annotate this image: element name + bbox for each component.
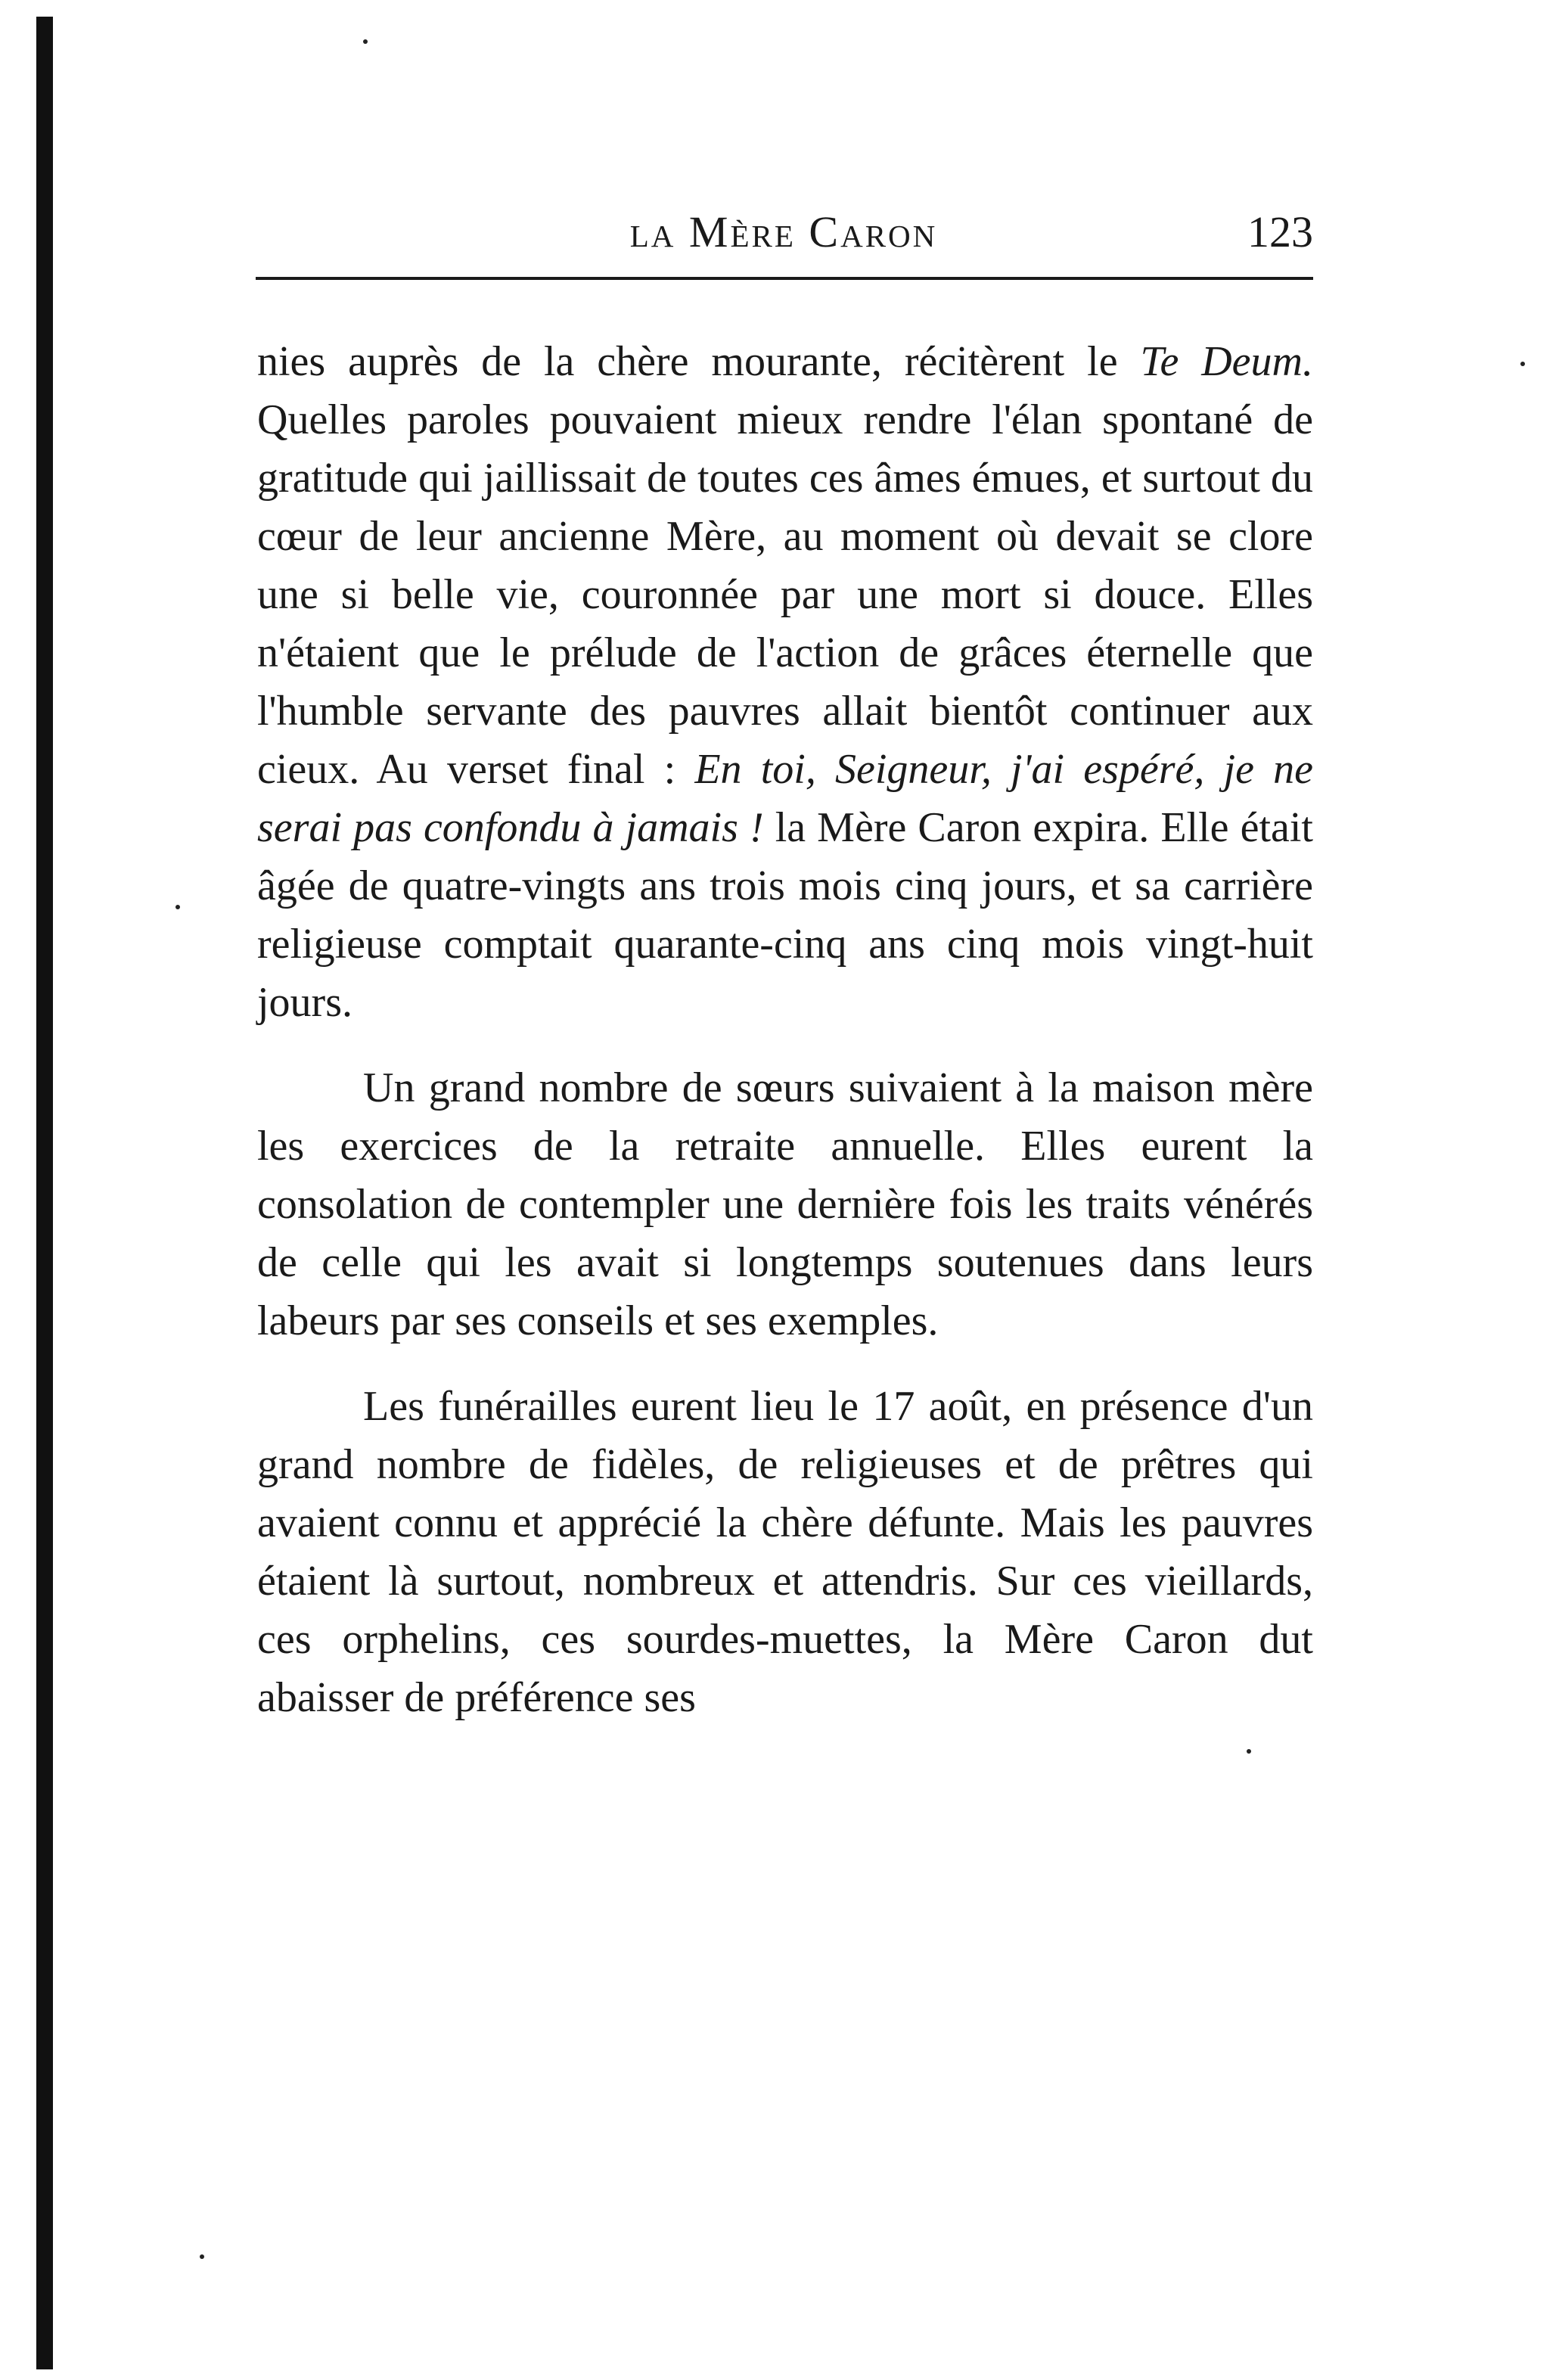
paragraph-2 — [257, 1059, 1313, 1350]
body-text — [257, 333, 1313, 1727]
text-run: Quelles paroles pouvaient mieux rendre l'élan spontané de gratitude qui jaillissait de toutes ces âmes émues, et surtout du cœur de leur ancienne Mère, au moment où devait se clore une si belle vie, couronnée par une mort si douce. Elles n'étaient que le prélude de l'action de grâces éternelle que l'humble servante des pauvres allait bientôt continuer aux cieux. Au verset final : — [257, 396, 1313, 793]
text-run: la Mère Caron expira. Elle était âgée de quatre-vingts ans trois mois cinq jours, et sa carrière religieuse comptait quarante-cinq ans cinq mois vingt-huit jours. — [257, 804, 1313, 1026]
ink-speck — [200, 2254, 204, 2259]
ink-speck — [175, 905, 180, 909]
italic-text: Te Deum. — [1140, 338, 1313, 385]
text-run: Un grand nombre de sœurs suivaient à la maison mère les exercices de la retraite annuelle. Elles eurent la consolation de contempler une dernière fois les traits vénérés de celle qui les avait si longtemps soutenues dans leurs labeurs par ses conseils et ses exemples. — [257, 1064, 1313, 1344]
paragraph-1 — [257, 333, 1313, 1032]
ink-speck — [363, 39, 368, 44]
text-run: nies auprès de la chère mourante, récitèrent le — [257, 338, 1141, 385]
running-head — [254, 198, 1313, 266]
italic-text: En toi, Seigneur, j'ai espéré, je ne serai pas confondu à jamais ! — [257, 746, 1313, 851]
header-rule — [256, 277, 1313, 280]
page-number: 123 — [1247, 207, 1313, 256]
paragraph-3 — [257, 1378, 1313, 1727]
text-run: Les funérailles eurent lieu le 17 août, en présence d'un grand nombre de fidèles, de religieuses et de prêtres qui avaient connu et apprécié la chère défunte. Mais les pauvres étaient là surtout, nombreux et attendris. Sur ces vieillards, ces orphelins, ces sourdes-muettes, la Mère Caron dut abaisser de préférence ses — [257, 1383, 1313, 1721]
ink-speck — [1247, 1749, 1251, 1754]
binding-edge — [36, 17, 53, 2369]
ink-speck — [1520, 362, 1525, 366]
running-head-title: la Mère Caron — [629, 207, 938, 256]
